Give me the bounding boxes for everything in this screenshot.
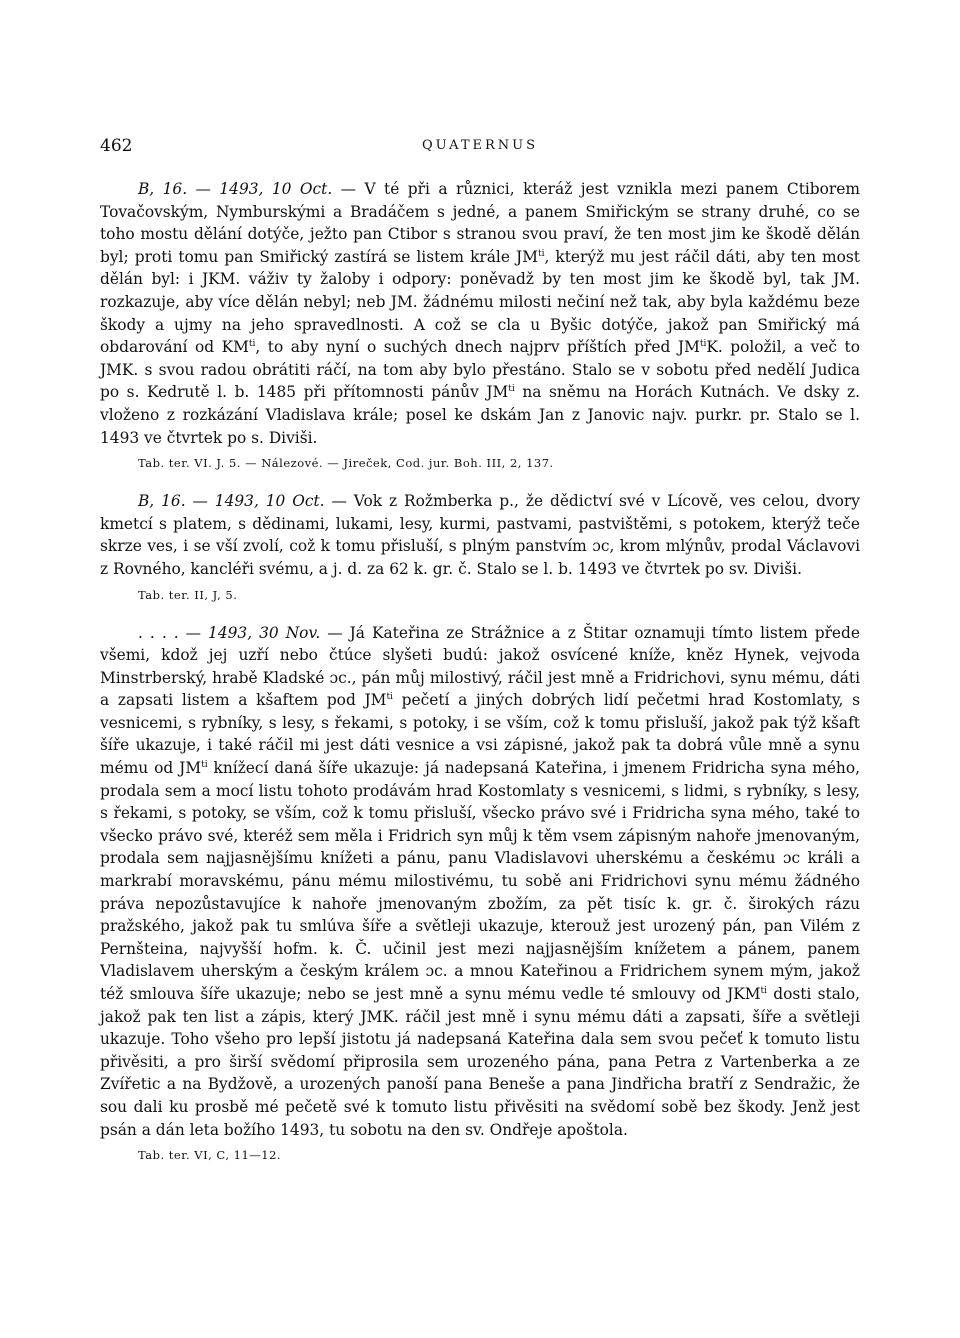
entry-date: B, 16. — 1493, 10 Oct. <box>138 492 325 511</box>
entry-date: . . . . — 1493, 30 Nov. <box>138 623 321 642</box>
entry-text: — V té při a různici, kteráž jest vznikla mezi panem Ctiborem Tovačovským, Nymburskými a Bradáčem s jedné, a panem Smiřickým se strany druhé, co se toho mostu dělání dotýče, ježto pan Ctibor s stranou svou praví, že ten most jim ke škodě dělán byl; proti tomu pan Smiřický zastírá se listem krále JM <box>100 180 860 266</box>
running-head: QUATERNUS <box>421 138 539 153</box>
entry-text: — Vok z Rožmberka p., že dědictví své v Lícově, ves celou, dvory kmetcí s platem, s dědinami, lukami, lesy, kurmi, pastvami, pastvištěmi, s potokem, kterýž teče skrze ves, i se vší zvolí, což k tomu přisluší, s plným panstvím ɔc, krom mlýnův, prodal Václavovi z Rovného, kancléři svému, a j. d. za 62 k. gr. č. Stalo se l. b. 1493 ve čtvrtek po sv. Diviši. <box>100 492 860 578</box>
entry-paragraph <box>100 490 860 580</box>
page-number: 462 <box>100 136 133 156</box>
entry-text: , kterýž mu jest ráčil dáti, aby ten most dělán byl: i JKM. váživ ty žaloby i odpory: poněvadž by ten most jim ke škodě byl, tak JM. rozkazuje, aby více dělán nebyl; neb JM. žádnému milosti nečiní než tak, aby byla každému beze škody a ujmy na jeho spravedlnosti. A což se cla u Byšic dotýče, jakož pan Smiřický má obdarování od KM <box>100 247 860 357</box>
source-citation: Tab. ter. VI, C, 11—12. <box>138 1148 282 1163</box>
entry-3 <box>100 622 860 1165</box>
superscript: ti <box>201 759 208 770</box>
entry-text: K. položil, a več to JMK. s svou radou obrátiti ráčí, na tom aby bylo přestáno. Stalo se v sobotu před nedělí Judica po s. Kedrutě l. b. 1485 při přítomnosti pánův JM <box>100 338 860 402</box>
entry-paragraph <box>100 178 860 449</box>
superscript: ti <box>699 339 707 350</box>
entry-text: — Já Kateřina ze Strážnice a z Štitar oznamuji tímto listem přede všemi, kdož jej uzří nebo čtúce slyšeti budú: jakož osvícené kníže, kněz Hynek, vejvoda Minstrberský, hrabě Kladské ɔc., pán můj milostivý, ráčil jest mně a Fridrichovi, synu mému, dáti a zapsati listem a kšaftem pod JM <box>100 623 861 710</box>
superscript: ti <box>537 248 545 259</box>
document-body <box>100 178 860 1182</box>
entry-text: dosti stalo, jakož pak ten list a zápis, který JMK. ráčil jest mně i synu mému dáti a zapsati, šíře a světleji ukazuje. Toho všeho pro lepší jistotu já nadepsaná Kateřina dala sem svou pečeť k tomuto listu přivěsiti, a pro širší svědomí připrosila sem urozeného pána, pana Petra z Vartenberka a ze Zvířetic a na Bydžově, a urozených panoší pana Beneše a pana Jindřicha bratří z Sendražic, že sou dali ku prosbě mé pečetě své k tomuto listu přivěsiti na svědomí sobě bez škody. Jenž jest psán a dán leta božího 1493, tu sobotu na den sv. Ondřeje apoštola. <box>100 985 860 1139</box>
superscript: ti <box>248 339 256 350</box>
entry-paragraph <box>100 622 860 1142</box>
entry-text: knížecí daná šíře ukazuje: já nadepsaná Kateřina, i jmenem Fridricha syna mého, prodala sem a mocí listu tohoto prodávám hrad Kostomlaty s vesnicemi, s lidmi, s rybníky, s lesy, s řekami, s potoky, se vším, což k tomu přisluší, všecko právo své i Fridricha syna mého, také to všecko právo své, kteréž sem měla i Fridrich syn můj k těm vsem zápisným nahoře jmenovaným, prodala sem najjasnějšímu knížeti a pánu, panu Vladislavovi uherskému a českému ɔc králi a markrabí moravskému, pánu mému milostivému, tu sobě ani Fridrichovi synu mému žádného práva nepozůstavujíce k nahoře jmenovaným zbožím, za pět tisíc k. gr. č. širokých rázu pražského, jakož pak tu smlúva šíře a světleji ukazuje, kterouž jest urozený pán, pan Vilém z Pernšteina, najvyšší hofm. k. Č. učinil jest mezi najjasnějším knížetem a pánem, panem Vladislavem uherským a českým králem ɔc. a mnou Kateřinou a Fridrichem synem mým, jakož též smlouva šíře ukazuje; nebo se jest mně a synu mému vedle té smlouvy od JKM <box>100 759 860 1003</box>
entry-text: , to aby nyní o suchých dnech najprv příštích před JM <box>255 338 700 357</box>
source-citation: Tab. ter. VI. J. 5. — Nálezové. — Jireček, Cod. jur. Boh. III, 2, 137. <box>138 456 554 471</box>
entry-1 <box>100 178 860 472</box>
entry-text: na sněmu na Horách Kutnách. Ve dsky z. vloženo z rozkázání Vladislava krále; posel ke dskám Jan z Janovic najv. purkr. pr. Stalo se l. 1493 ve čtvrtek po s. Diviši. <box>100 383 860 447</box>
entry-2 <box>100 490 860 603</box>
superscript: ti <box>508 384 515 395</box>
page-header <box>100 136 860 160</box>
source-citation: Tab. ter. II, J, 5. <box>138 587 238 602</box>
superscript: ti <box>386 692 393 703</box>
entry-date: B, 16. — 1493, 10 Oct. <box>138 180 333 198</box>
superscript: ti <box>760 985 768 996</box>
entry-text: pečetí a jiných dobrých lidí pečetmi hrad Kostomlaty, s vesnicemi, s rybníky, s lesy, s řekami, s potoky, i se vším, což k tomu přisluší, jakož pak týž kšaft šíře ukazuje, i také ráčil mi jest dáti vesnice a vsi zápisné, jakož pak ta dobrá vůle mně a synu mému od JM <box>100 691 860 778</box>
